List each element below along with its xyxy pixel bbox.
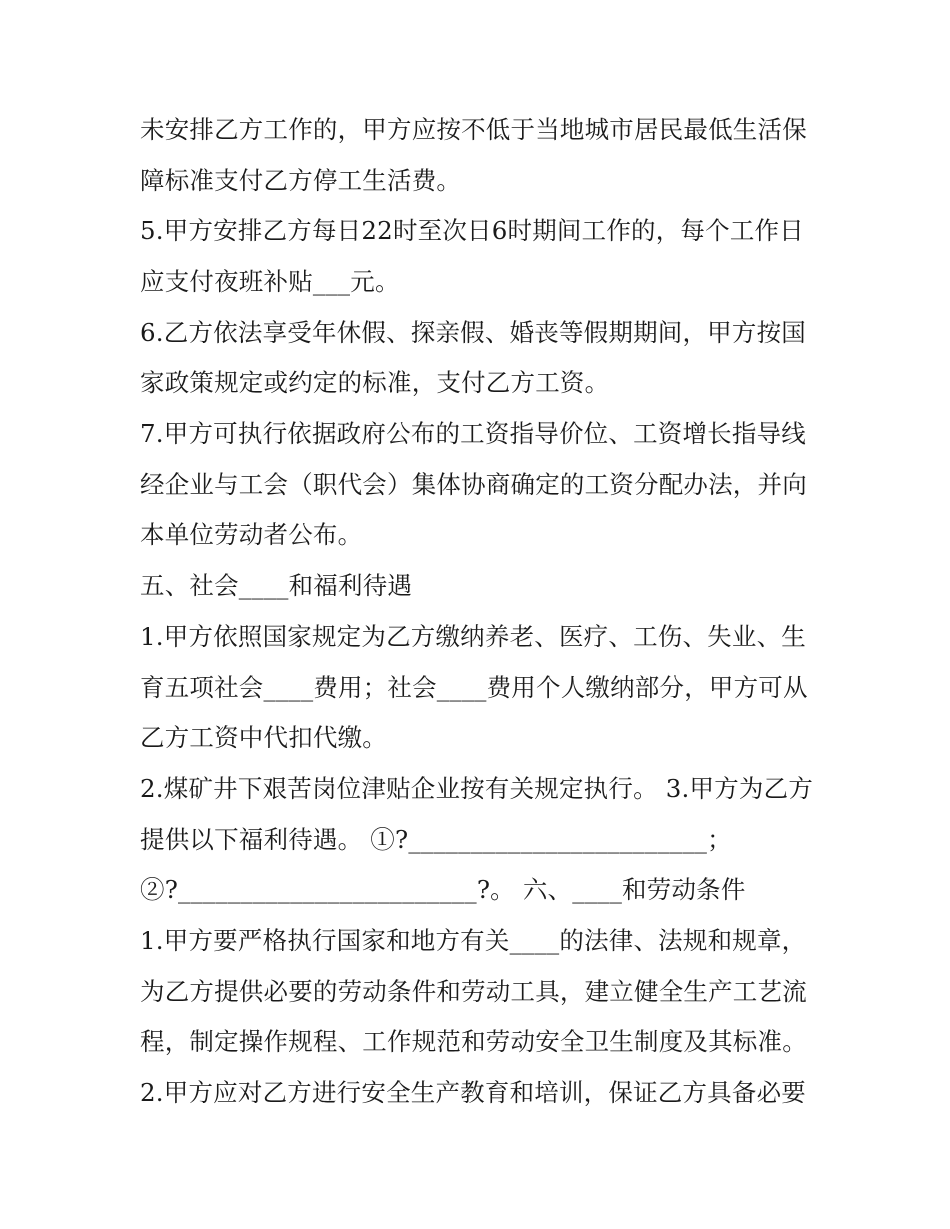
- section-heading: 五、社会____和福利待遇: [140, 571, 413, 600]
- text-line: 障标准支付乙方停工生活费。: [140, 166, 462, 195]
- text-line: 6.乙方依法享受年休假、探亲假、婚丧等假期期间，甲方按国: [140, 318, 806, 347]
- text-line: 2.煤矿井下艰苦岗位津贴企业按有关规定执行。 3.甲方为乙方: [140, 774, 814, 803]
- text-line: 5.甲方安排乙方每日22时至次日6时期间工作的，每个工作日: [140, 216, 804, 245]
- text-line: 提供以下福利待遇。 ①?________________________；: [140, 825, 732, 854]
- text-line: 1.甲方要严格执行国家和地方有关____的法律、法规和规章，: [140, 926, 807, 955]
- text-line: 经企业与工会（职代会）集体协商确定的工资分配办法，并向: [140, 470, 807, 499]
- text-line: 为乙方提供必要的劳动条件和劳动工具，建立健全生产工艺流: [140, 977, 807, 1006]
- text-line: 1.甲方依照国家规定为乙方缴纳养老、医疗、工伤、失业、生: [140, 622, 806, 651]
- text-line: 家政策规定或约定的标准，支付乙方工资。: [140, 368, 610, 397]
- text-line: 应支付夜班补贴___元。: [140, 267, 400, 296]
- text-line: 本单位劳动者公布。: [140, 520, 363, 549]
- text-line: 7.甲方可执行依据政府公布的工资指导价位、工资增长指导线: [140, 419, 806, 448]
- text-line: ②?________________________?。 六、____和劳动条件: [140, 875, 746, 904]
- text-line: 2.甲方应对乙方进行安全生产教育和培训，保证乙方具备必要: [140, 1078, 806, 1107]
- text-line: 未安排乙方工作的，甲方应按不低于当地城市居民最低生活保: [140, 115, 807, 144]
- text-line: 程，制定操作规程、工作规范和劳动安全卫生制度及其标准。: [140, 1027, 807, 1056]
- text-line: 乙方工资中代扣代缴。: [140, 723, 387, 752]
- text-line: 育五项社会____费用；社会____费用个人缴纳部分，甲方可从: [140, 673, 808, 702]
